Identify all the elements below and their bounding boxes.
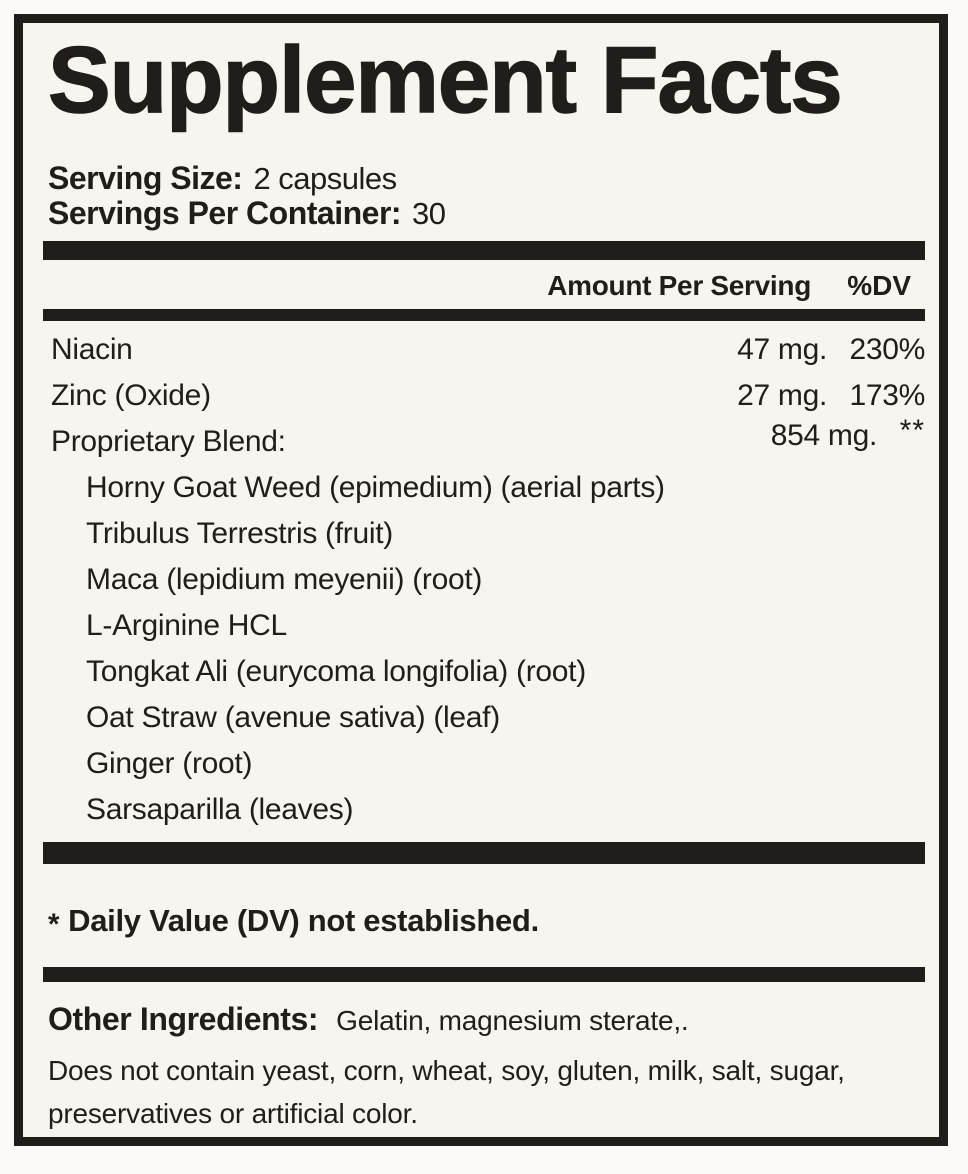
amount-per-serving-header: Amount Per Serving	[547, 270, 811, 301]
serving-size-row	[48, 161, 925, 196]
serving-info	[48, 161, 925, 231]
serving-size-value: 2 capsules	[253, 161, 397, 196]
nutrient-row	[43, 327, 925, 373]
blend-ingredient: Horny Goat Weed (epimedium) (aerial parts)	[86, 471, 665, 504]
blend-ingredient: L-Arginine HCL	[86, 609, 287, 642]
asterisk-mark: *	[48, 908, 60, 941]
blend-ingredient: Oat Straw (avenue sativa) (leaf)	[86, 701, 500, 734]
nutrient-name: Niacin	[51, 333, 133, 366]
supplement-facts-label	[14, 14, 948, 1146]
nutrient-dv: **	[899, 414, 925, 447]
blend-ingredient: Tribulus Terrestris (fruit)	[86, 517, 393, 550]
nutrient-amount: 27 mg.	[737, 379, 827, 412]
divider-thick-top	[43, 241, 925, 260]
nutrient-amount: 854 mg.	[770, 419, 877, 452]
servings-per-container-value: 30	[412, 196, 446, 231]
servings-per-container-label: Servings Per Container:	[48, 195, 402, 231]
blend-ingredient-list	[43, 465, 925, 833]
label-title: Supplement Facts	[48, 27, 842, 132]
table-header-row	[43, 260, 925, 309]
disclaimer	[43, 1049, 925, 1135]
serving-size-label: Serving Size:	[48, 160, 243, 196]
disclaimer-line-1: Does not contain yeast, corn, wheat, soy, gluten, milk, salt, sugar,	[48, 1055, 845, 1086]
blend-ingredient: Sarsaparilla (leaves)	[86, 793, 354, 826]
nutrient-dv: 230%	[849, 333, 925, 366]
divider-medium-top	[43, 309, 925, 321]
blend-ingredient: Ginger (root)	[86, 747, 253, 780]
other-ingredients-row	[43, 1001, 925, 1039]
other-ingredients-label: Other Ingredients:	[48, 1001, 319, 1037]
divider-thick-bottom	[43, 842, 925, 864]
label-content	[23, 27, 939, 1135]
blend-ingredient: Tongkat Ali (eurycoma longifolia) (root)	[86, 655, 586, 688]
dv-footnote	[43, 904, 925, 939]
nutrient-row	[43, 414, 925, 465]
servings-per-container-row	[48, 196, 925, 231]
blend-ingredient: Maca (lepidium meyenii) (root)	[86, 563, 483, 596]
other-ingredients-value: Gelatin, magnesium sterate,.	[336, 1005, 689, 1036]
divider-medium-bottom	[43, 967, 925, 982]
disclaimer-line-2: preservatives or artificial color.	[48, 1098, 418, 1129]
nutrient-amount: 47 mg.	[737, 333, 827, 366]
nutrient-rows	[43, 321, 925, 465]
nutrient-name: Zinc (Oxide)	[51, 379, 211, 412]
dv-footnote-text: Daily Value (DV) not established.	[68, 903, 539, 938]
nutrient-dv: 173%	[849, 379, 925, 412]
nutrient-name: Proprietary Blend:	[51, 425, 286, 458]
percent-dv-header: %DV	[847, 270, 911, 301]
